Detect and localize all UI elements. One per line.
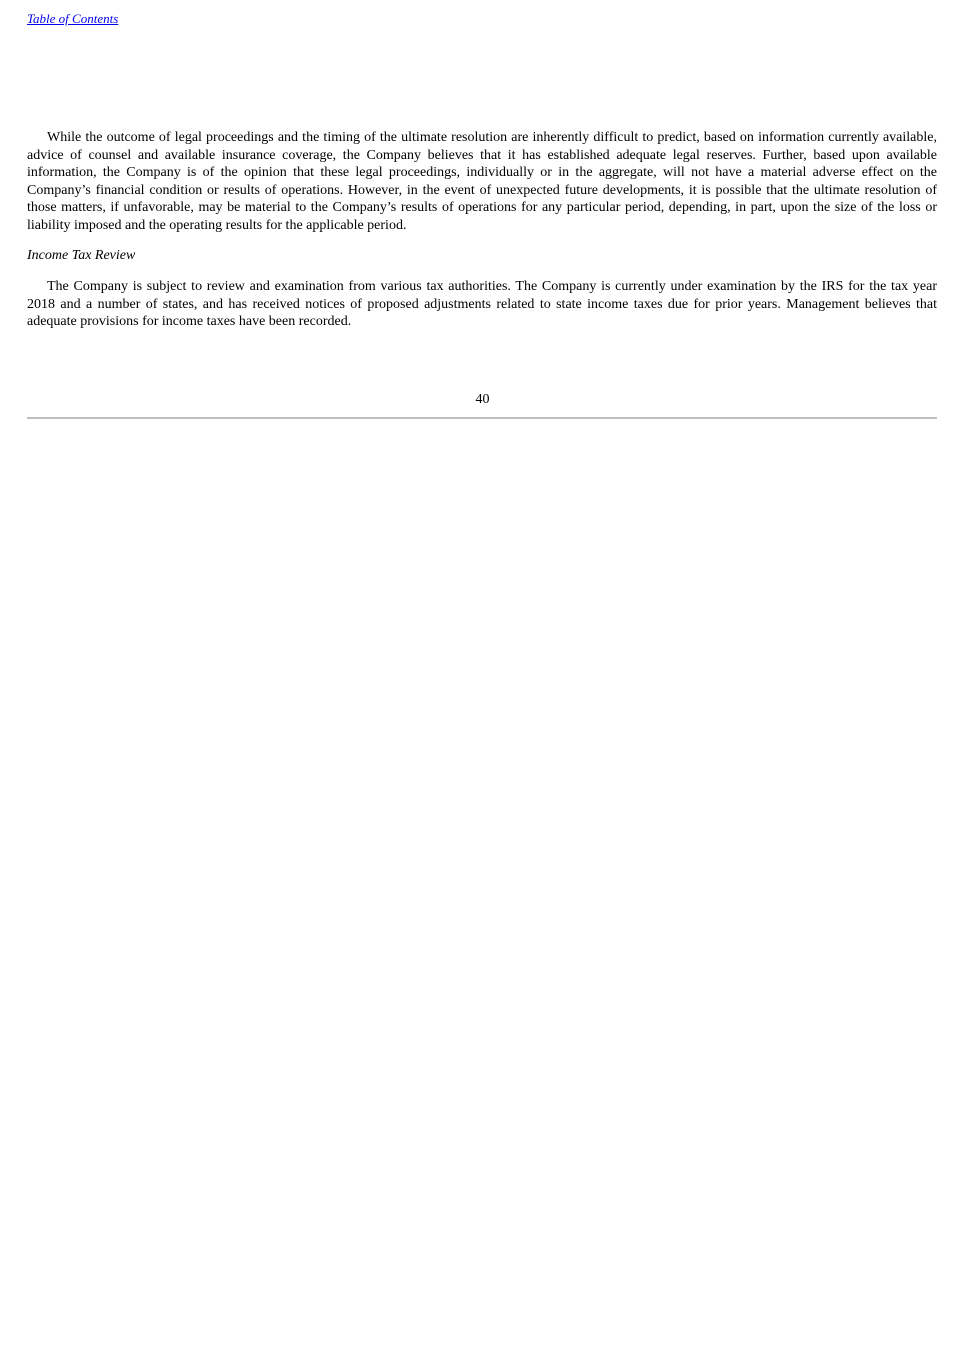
legal-proceedings-paragraph: While the outcome of legal proceedings and the timing of the ultimate resolution are inherently difficult to predict, based on information currently available, advice of counsel and available insurance coverage, the Company believes that it has established adequate legal reserves. Further, based upon available information, the Company is of the opinion that these legal proceedings, individually or in the aggregate, will not have a material adverse effect on the Company’s financial condition or results of operations. However, in the event of unexpected future developments, it is possible that the ultimate resolution of those matters, if unfavorable, may be material to the Company’s results of operations for any particular period, depending, in part, upon the size of the loss or liability imposed and the operating results for the applicable period.: [27, 130, 937, 233]
table-of-contents-link[interactable]: Table of Contents: [27, 11, 119, 26]
income-tax-review-paragraph: The Company is subject to review and examination from various tax authorities. The Company is currently under examination by the IRS for the tax year 2018 and a number of states, and has received notices of proposed adjustments related to state income taxes due for prior years. Management believes that adequate provisions for income taxes have been recorded.: [27, 279, 937, 330]
page-number: 40: [475, 392, 490, 407]
page-divider: [27, 417, 937, 419]
income-tax-review-heading: Income Tax Review: [27, 248, 136, 263]
